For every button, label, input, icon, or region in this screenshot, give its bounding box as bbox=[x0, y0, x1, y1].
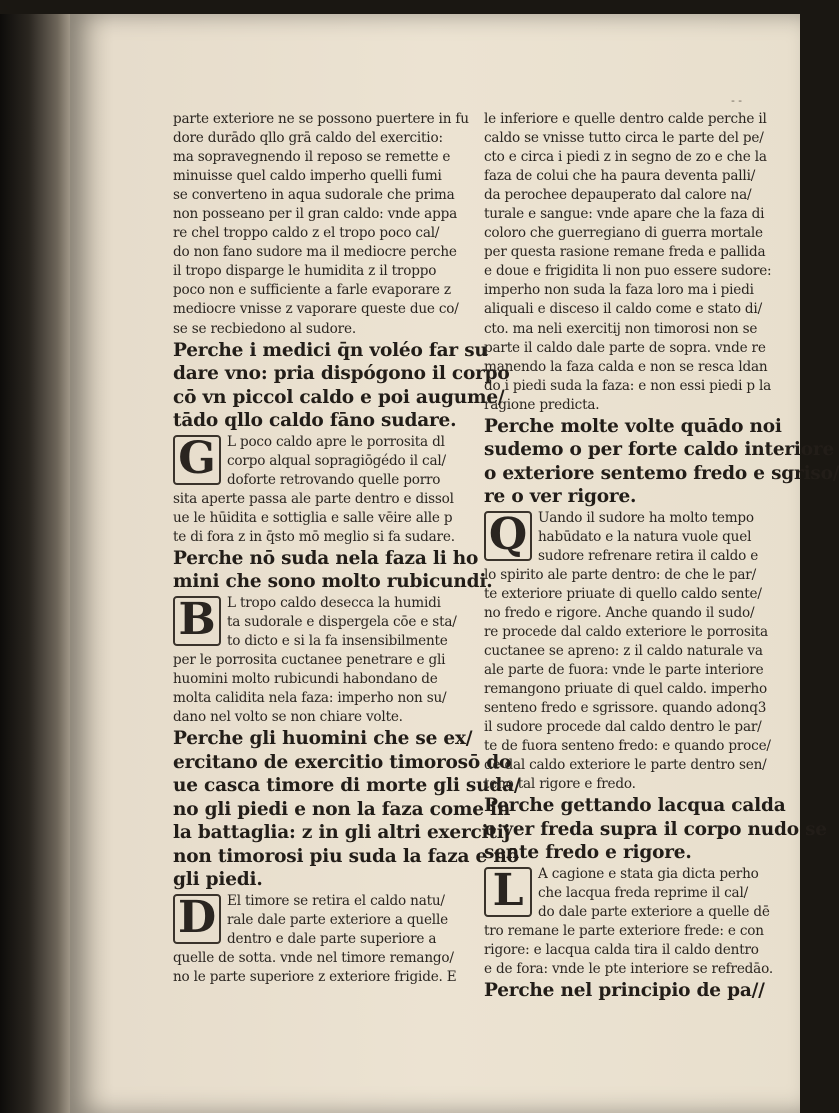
section-heading: Perche gli huomini che se ex/ bbox=[173, 728, 473, 750]
text-line: che lacqua freda reprime il cal/ bbox=[538, 885, 748, 901]
section-heading: mini che sono molto rubicundi. bbox=[173, 571, 493, 593]
section-heading: tādo qllo caldo fāno sudare. bbox=[173, 410, 457, 432]
text-line: per questa rasione remane freda e pallida bbox=[484, 244, 766, 261]
drop-cap-paragraph bbox=[484, 509, 784, 566]
text-line: ragione predicta. bbox=[484, 396, 600, 413]
drop-cap-initial: D bbox=[173, 894, 221, 944]
left-column bbox=[173, 110, 521, 987]
text-line: do i piedi suda la faza: e non essi piedi p la bbox=[484, 377, 772, 394]
text-line: de dal caldo exteriore le parte dentro sen/ bbox=[484, 757, 767, 774]
text-line: lo spirito ale parte dentro: de che le par/ bbox=[484, 566, 756, 583]
section-heading: Perche nel principio de pa// bbox=[484, 980, 765, 1002]
drop-cap-paragraph bbox=[173, 892, 483, 949]
text-line: doforte retrovando quelle porro bbox=[227, 471, 441, 488]
text-line: da perochee depauperato dal calore na/ bbox=[484, 187, 752, 204]
text-line: cto. ma neli exercitij non timorosi non se bbox=[484, 320, 758, 337]
text-line: ale parte de fuora: vnde le parte interiore bbox=[484, 662, 764, 679]
text-line: habūdato e la natura vuole quel bbox=[538, 528, 752, 545]
section-heading: sudemo o per forte caldo interiore bbox=[484, 439, 835, 461]
text-line: non posseano per il gran caldo: vnde appa bbox=[173, 206, 457, 223]
text-line: do dale parte exteriore a quelle dē bbox=[538, 904, 770, 921]
section-heading: Perche i medici q̄n voléo far su bbox=[173, 339, 488, 361]
section-heading: no gli piedi e non la faza come in bbox=[173, 798, 511, 820]
text-line: huomini molto rubicundi habondano de bbox=[173, 671, 438, 688]
text-line: minuisse quel caldo imperho quelli fumi bbox=[173, 168, 442, 185]
section-heading: gli piedi. bbox=[173, 869, 263, 891]
drop-cap-initial: G bbox=[173, 435, 221, 485]
text-line: re chel troppo caldo z el tropo poco cal/ bbox=[173, 225, 440, 242]
text-line: no fredo e rigore. Anche quando il sudo/ bbox=[484, 604, 755, 621]
text-line: mediocre vnisse z vaporare queste due co/ bbox=[173, 301, 459, 318]
text-line: re procede dal caldo exteriore le porrosita bbox=[484, 624, 768, 641]
text-line: L tropo caldo desecca la humidi bbox=[227, 594, 441, 611]
section-heading: dare vno: pria dispógono il corpo bbox=[173, 363, 510, 385]
section-heading: la battaglia: z in gli altri exercitij bbox=[173, 822, 511, 844]
text-line: dentro e dale parte superiore a bbox=[227, 930, 437, 947]
text-line: le inferiore e quelle dentro calde perche il bbox=[484, 111, 767, 127]
text-line: se se recbiedono al sudore. bbox=[173, 320, 356, 337]
text-line: imperho non suda la faza loro ma i piedi bbox=[484, 282, 754, 299]
text-line: ta sudorale e dispergela cōe e sta/ bbox=[227, 613, 457, 630]
text-line: cuctanee se apreno: z il caldo naturale va bbox=[484, 643, 763, 660]
text-line: do non fano sudore ma il mediocre perche bbox=[173, 244, 457, 261]
text-line: poco non e sufficiente a farle evaporare z bbox=[173, 282, 451, 299]
section-heading: sente fredo e rigore. bbox=[484, 842, 692, 864]
section-heading: Perche gettando lacqua calda bbox=[484, 795, 786, 817]
text-line: sudore refrenare retira il caldo e bbox=[538, 547, 759, 564]
text-line: manendo la faza calda e non se resca ldan bbox=[484, 358, 768, 375]
text-line: e doue e frigidita li non puo essere sudore: bbox=[484, 263, 772, 280]
text-line: se converteno in aqua sudorale che prima bbox=[173, 187, 455, 204]
page-mark: - - bbox=[731, 94, 742, 107]
section-heading: Perche molte volte quādo noi bbox=[484, 415, 782, 437]
drop-cap-paragraph bbox=[173, 433, 483, 490]
text-line: e de fora: vnde le pte interiore se refredāo. bbox=[484, 961, 773, 978]
text-line: dano nel volto se non chiare volte. bbox=[173, 709, 403, 726]
drop-cap-initial: Q bbox=[484, 511, 532, 561]
text-line: il sudore procede dal caldo dentro le par/ bbox=[484, 719, 762, 736]
text-line: parte exteriore ne se possono puertere in fu bbox=[173, 111, 469, 127]
text-line: parte il caldo dale parte de sopra. vnde re bbox=[484, 339, 766, 356]
text-line: A cagione e stata gia dicta perho bbox=[538, 865, 759, 882]
text-line: ma sopravegnendo il reposo se remette e bbox=[173, 149, 451, 166]
section-heading: ercitano de exercitio timorosō do bbox=[173, 751, 512, 773]
section-heading: re o ver rigore. bbox=[484, 486, 637, 508]
text-line: remangono priuate di quel caldo. imperho bbox=[484, 681, 767, 698]
text-line: quelle de sotta. vnde nel timore remango/ bbox=[173, 949, 454, 966]
text-line: tro remane le parte exteriore frede: e con bbox=[484, 923, 764, 940]
text-line: senteno fredo e sgrissore. quando adonq3 bbox=[484, 700, 767, 717]
drop-cap-initial: L bbox=[484, 867, 532, 917]
right-column bbox=[484, 110, 839, 1003]
drop-cap-initial: B bbox=[173, 596, 221, 646]
text-line: no le parte superiore z exteriore frigide. E bbox=[173, 968, 457, 985]
section-heading: ue casca timore di morte gli suda/ bbox=[173, 775, 521, 797]
text-line: te exteriore priuate di quello caldo sente/ bbox=[484, 585, 762, 602]
text-line: per le porrosita cuctanee penetrare e gli bbox=[173, 651, 446, 668]
text-line: faza de colui che ha paura deventa palli/ bbox=[484, 168, 756, 185]
section-heading: o ver freda supra il corpo nudo se bbox=[484, 818, 827, 840]
text-line: te di fora z in q̄sto mō meglio si fa sudare. bbox=[173, 528, 455, 545]
text-line: teno tal rigore e fredo. bbox=[484, 776, 636, 793]
section-heading: Perche nō suda nela faza li ho bbox=[173, 547, 479, 569]
text-line: il tropo disparge le humidita z il troppo bbox=[173, 263, 437, 280]
text-line: cto e circa i piedi z in segno de zo e che la bbox=[484, 149, 767, 166]
text-line: corpo alqual sopragiōgédo il cal/ bbox=[227, 452, 446, 469]
section-heading: o exteriore sentemo fredo e sgriso/ bbox=[484, 462, 839, 484]
text-line: coloro che guerregiano di guerra mortale bbox=[484, 225, 763, 242]
section-heading: non timorosi piu suda la faza e nō bbox=[173, 845, 519, 867]
text-line: te de fuora senteno fredo: e quando proce/ bbox=[484, 738, 771, 755]
text-line: sita aperte passa ale parte dentro e dissol bbox=[173, 490, 454, 507]
book-gutter bbox=[0, 14, 72, 1113]
text-line: ue le hūidita e sottiglia e salle vēire alle p bbox=[173, 509, 453, 526]
text-line: aliquali e disceso il caldo come e stato di/ bbox=[484, 301, 762, 318]
text-line: Uando il sudore ha molto tempo bbox=[538, 509, 754, 526]
text-line: to dicto e si la fa insensibilmente bbox=[227, 632, 448, 649]
text-line: El timore se retira el caldo natu/ bbox=[227, 892, 445, 909]
text-line: dore durādo qllo grā caldo del exercitio: bbox=[173, 130, 443, 147]
text-line: rale dale parte exteriore a quelle bbox=[227, 911, 448, 928]
text-line: molta calidita nela faza: imperho non su/ bbox=[173, 690, 447, 707]
text-line: L poco caldo apre le porrosita dl bbox=[227, 433, 445, 450]
text-line: turale e sangue: vnde apare che la faza di bbox=[484, 206, 765, 223]
drop-cap-paragraph bbox=[484, 865, 784, 922]
section-heading: cō vn piccol caldo e poi augume/ bbox=[173, 386, 505, 408]
text-line: rigore: e lacqua calda tira il caldo dentro bbox=[484, 942, 759, 959]
text-line: caldo se vnisse tutto circa le parte del pe/ bbox=[484, 130, 764, 147]
drop-cap-paragraph bbox=[173, 594, 483, 651]
